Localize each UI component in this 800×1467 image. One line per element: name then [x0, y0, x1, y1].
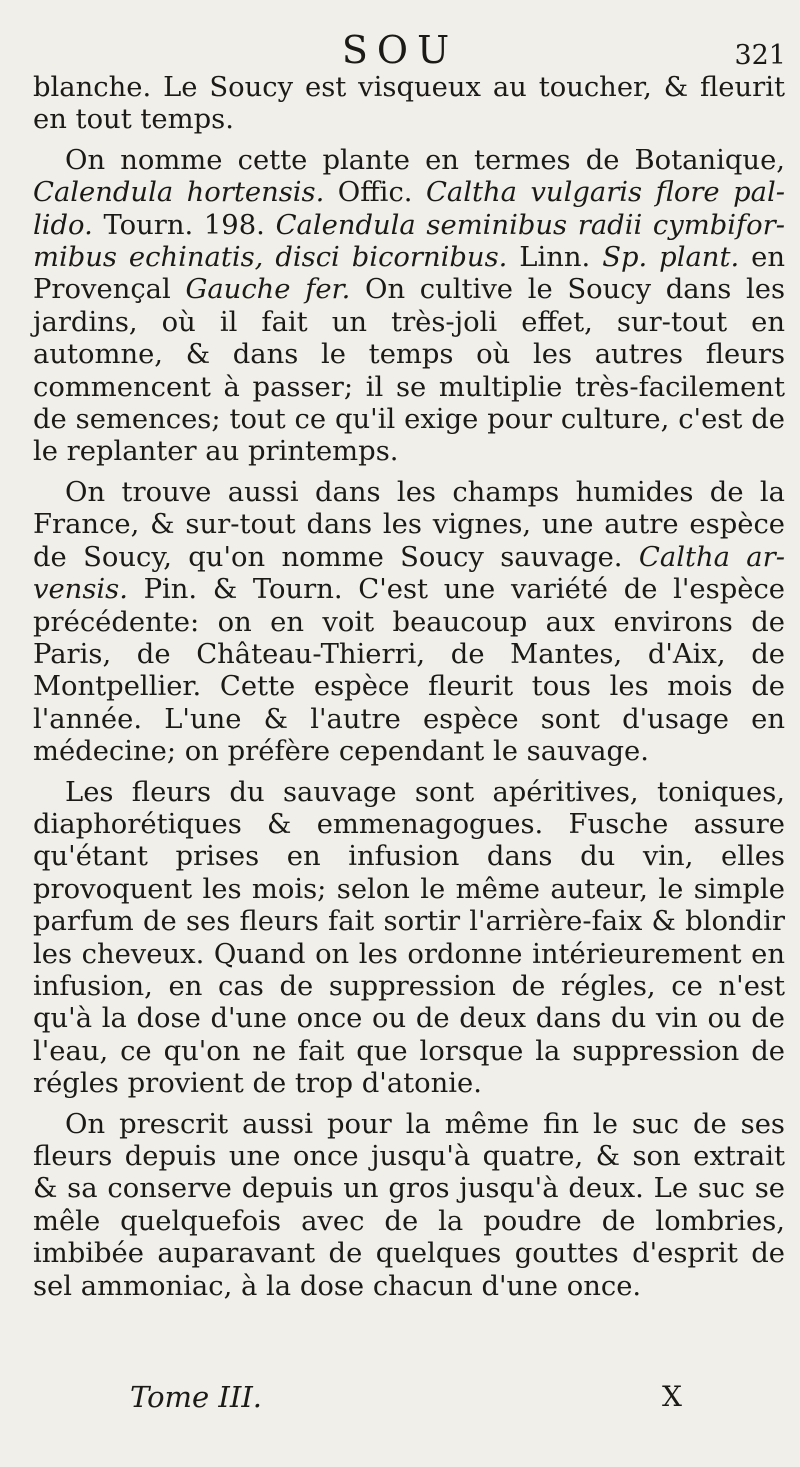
paragraph [33, 1109, 785, 1303]
running-head: SOU [341, 28, 459, 72]
paragraph [33, 477, 785, 769]
text-run: On trouve aussi dans les champs humides de la France, & sur-tout dans les vignes, une autre espèce de Soucy, qu'on nomme Soucy sauvage. [33, 476, 785, 573]
text-run: Tourn. 198. [92, 209, 276, 241]
page-number: 321 [734, 40, 786, 71]
text-run: On cultive le Soucy dans les jardins, où il fait un très-joli effet, sur-tout en automne, & dans le temps où les autres fleurs commencent à passer; il se multiplie très-facilement de semences; tout ce qu'il exige pour culture, c'est de le replanter au printemps. [33, 274, 786, 468]
italic-term: Gauche fer. [185, 274, 351, 306]
paragraph [33, 777, 785, 1101]
italic-term: Sp. plant. [602, 242, 740, 274]
text-run: Pin. & Tourn. C'est une variété de l'espèce précédente: on en voit beaucoup aux environs de Paris, de Château-Thierri, de Mantes, d'Aix, de Montpellier. Cette espèce fleurit tous les mois de l'année. L'une & l'autre espèce sont d'usage en médecine; on préfère cependant le sauvage. [33, 574, 785, 768]
paragraph [33, 145, 785, 469]
text-run: en Provençal [33, 242, 785, 306]
text-run: Les fleurs du sauvage sont apéritives, toniques, diaphorétiques & emmenagogues. Fusche assure qu'étant prises en infusion dans du vin, elles provoquent les mois; selon le même auteur, le simple parfum de ses fleurs fait sortir l'arrière-faix & blondir les cheveux. Quand on les ordonne intérieurement en infusion, en cas de suppression de régles, ce n'est qu'à la dose d'une once ou de deux dans du vin ou de l'eau, ce qu'on ne fait que lorsque la suppression de régles provient de trop d'atonie. [33, 776, 785, 1100]
text-run: On prescrit aussi pour la même fin le suc de ses fleurs depuis une once jusqu'à quatre, & son extrait & sa conserve depuis un gros jusqu'à deux. Le suc se mêle quelquefois avec de la poudre de lombries, imbibée auparavant de quelques gouttes d'esprit de sel ammoniac, à la dose chacun d'une once. [33, 1108, 785, 1302]
text-run: On nomme cette plante en termes de Botanique, [65, 144, 785, 176]
text-run: Offic. [324, 177, 426, 209]
text-run: blanche. Le Soucy est visqueux au toucher, & fleurit en tout temps. [33, 72, 785, 136]
signature-mark: X [662, 1380, 682, 1413]
paragraph [33, 72, 785, 137]
page-footer [0, 1380, 800, 1420]
italic-term: Caltha vulgaris flore pallido. [33, 177, 785, 241]
italic-term: Calendula seminibus radii cymbiformibus echinatis, disci bicornibus. [33, 209, 785, 274]
italic-term: Caltha arvensis. [33, 541, 785, 606]
text-run: Linn. [507, 242, 603, 274]
body-text [33, 72, 785, 1311]
volume-label: Tome III. [130, 1380, 263, 1414]
italic-term: Calendula hortensis. [33, 177, 325, 209]
page-header [0, 28, 800, 76]
